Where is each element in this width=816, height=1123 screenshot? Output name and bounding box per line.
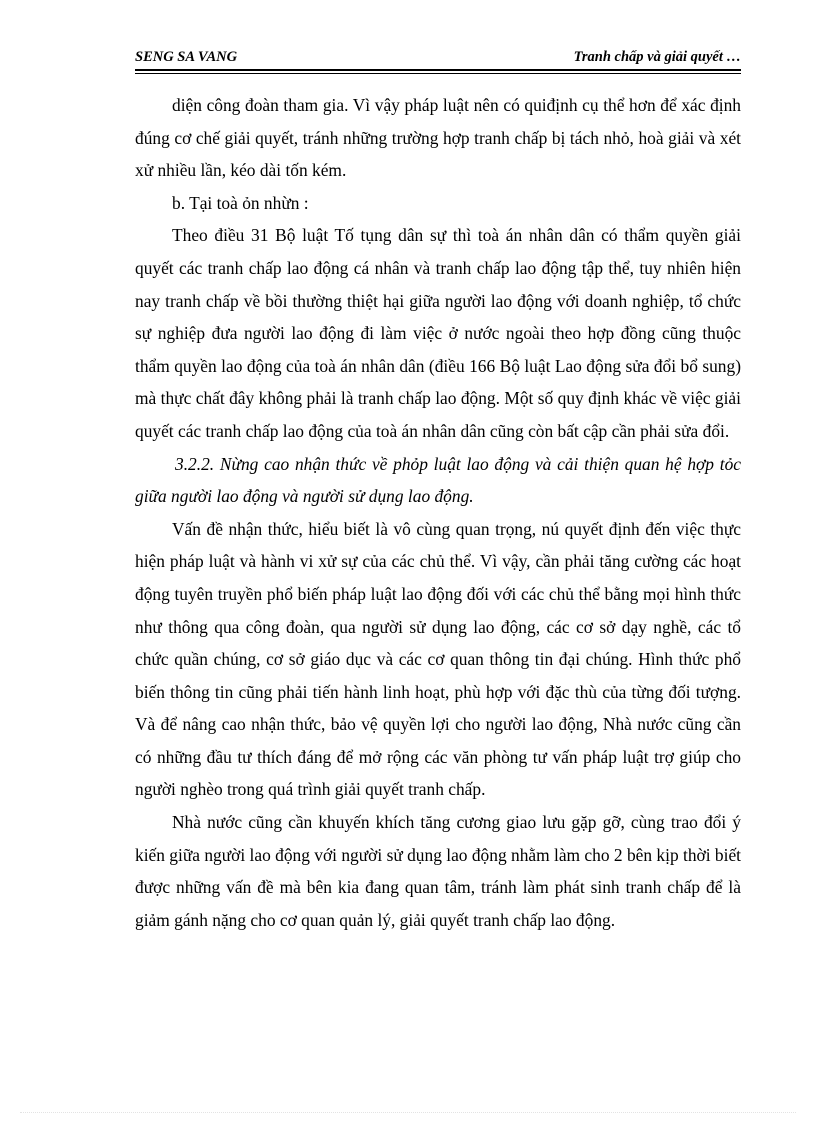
paragraph: Theo điều 31 Bộ luật Tố tụng dân sự thì toà án nhân dân có thẩm quyền giải quyết các tranh chấp lao động cá nhân và tranh chấp lao động tập thể, tuy nhiên hiện nay tranh chấp về bồi thường thiệt hại giữa người lao động với doanh nghiệp, tổ chức sự nghiệp đưa người lao động đi làm việc ở nước ngoài theo hợp đồng cũng thuộc thẩm quyền lao động của toà án nhân dân (điều 166 Bộ luật Lao động sửa đổi bổ sung) mà thực chất đây không phải là tranh chấp lao động. Một số quy định khác về việc giải quyết các tranh chấp lao động của toà án nhân dân cũng còn bất cập cần phải sửa đổi.: [135, 225, 741, 441]
header-rule-thin: [135, 73, 741, 74]
header-rule-thick: [135, 69, 741, 71]
page-footer-border: [20, 1112, 796, 1113]
section-heading: 3.2.2. Nừng cao nhận thức về phỏp luật lao động và cải thiện quan hệ hợp tỏc giữa người lao động và người sử dụng lao động.: [135, 453, 741, 507]
header-author: SENG SA VANG: [135, 49, 238, 65]
paragraph: diện công đoàn tham gia. Vì vậy pháp luật nên có quiđịnh cụ thể hơn để xác định đúng cơ chế giải quyết, tránh những trường hợp tranh chấp bị tách nhỏ, hoà giải và xét xử nhiều lần, kéo dài tốn kém.: [135, 95, 741, 181]
paragraph-subheading: b. Tại toà ỏn nhừn :: [172, 192, 309, 213]
header-title: Tranh chấp và giải quyết …: [573, 49, 741, 65]
page-header: [135, 49, 741, 71]
document-body: [135, 89, 741, 936]
paragraph: Nhà nước cũng cần khuyến khích tăng cương giao lưu gặp gỡ, cùng trao đổi ý kiến giữa người lao động với người sử dụng lao động nhằm làm cho 2 bên kịp thời biết được những vấn đề mà bên kia đang quan tâm, tránh làm phát sinh tranh chấp để là giảm gánh nặng cho cơ quan quản lý, giải quyết tranh chấp lao động.: [135, 812, 741, 930]
paragraph: Vấn đề nhận thức, hiểu biết là vô cùng quan trọng, nú quyết định đến việc thực hiện pháp luật và hành vi xử sự của các chủ thể. Vì vậy, cần phải tăng cường các hoạt động tuyên truyền phổ biến pháp luật lao động đối với các chủ thể bằng mọi hình thức như thông qua công đoàn, qua người sử dụng lao động, các cơ sở dạy nghề, các tổ chức quần chúng, cơ sở giáo dục và các cơ quan thông tin đại chúng. Hình thức phổ biến thông tin cũng phải tiến hành linh hoạt, phù hợp với đặc thù của từng đối tượng. Và để nâng cao nhận thức, bảo vệ quyền lợi cho người lao động, Nhà nước cũng cần có những đầu tư thích đáng để mở rộng các văn phòng tư vấn pháp luật trợ giúp cho người nghèo trong quá trình giải quyết tranh chấp.: [135, 518, 741, 800]
